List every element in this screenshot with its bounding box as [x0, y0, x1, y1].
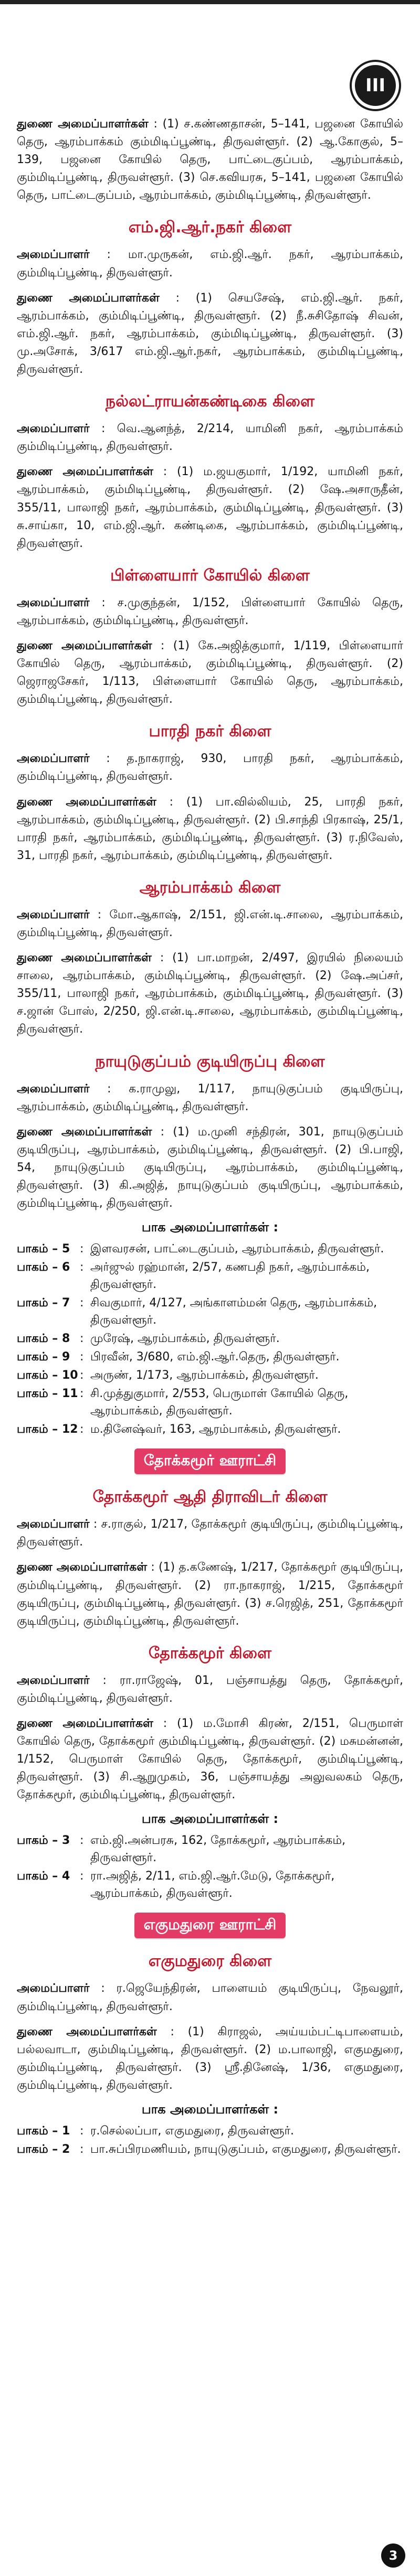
sub-organizers [17, 949, 403, 1038]
top-bar [0, 0, 420, 4]
label: அமைப்பாளர் [17, 1982, 90, 1995]
pagam-value: அர்ஜுல் ரஹ்மான், 2/57, கணபதி நகர், ஆரம்பாக்கம், திருவள்ளூர். [90, 1261, 370, 1292]
label: துணை அமைப்பாளர்கள் [17, 291, 160, 305]
value: : (1) ம.முனி சந்திரன், 301, நாயுடுகுப்பம் குடியிருப்பு, ஆரம்பாக்கம், கும்மிடிப்பூண்டி, திருவள்ளூர். (2) பி.பாஜி, 54, நாயுடுகுப்பம் குடியிருப்பு, ஆரம்பாக்கம், கும்மிடிப்பூண்டி, திருவள்ளூர். (3) கி.அஜித், நாயுடுகுப்பம் குடியிருப்பு, ஆரம்பாக்கம், கும்மிடிப்பூண்டி, திருவள்ளூர். [17, 1125, 403, 1210]
value: : த.நாகராஜ், 930, பாரதி நகர், ஆரம்பாக்கம், கும்மிடிப்பூண்டி, திருவள்ளூர். [17, 752, 403, 783]
pagam-label: பாகம் – 12 [17, 1423, 78, 1436]
organizer [17, 1516, 403, 1551]
pagam-heading: பாக அமைப்பாளர்கள் : [141, 1811, 279, 1827]
pagam-value: பா.சுப்பிரமணியம், நாயுடுகுப்பம், எகுமதுரை, திருவள்ளூர். [90, 2143, 401, 2156]
pagam-label: பாகம் – 1 [17, 2124, 70, 2138]
page-number-badge: 3 [381, 2543, 405, 2568]
label: துணை அமைப்பாளர்கள் [17, 1561, 148, 1574]
sub-organizers [17, 115, 403, 205]
pagam-row [17, 1385, 403, 1420]
organizer [17, 1980, 403, 2015]
pagam-label: பாகம் – 5 [17, 1242, 70, 1256]
content-column [0, 115, 420, 2162]
label: துணை அமைப்பாளர்கள் [17, 1716, 153, 1730]
label: துணை அமைப்பாளர்கள் [17, 1125, 152, 1139]
section-title: தோக்கமூர் கிளை [148, 1644, 272, 1662]
label: துணை அமைப்பாளர்கள் [17, 465, 153, 479]
organizer [17, 420, 403, 456]
label: அமைப்பாளர் [17, 752, 90, 766]
pagam-heading: பாக அமைப்பாளர்கள் : [141, 2102, 279, 2117]
pagam-row [17, 1348, 403, 1366]
pagam-row [17, 1330, 403, 1347]
label: அமைப்பாளர் [17, 1673, 90, 1687]
colon: : [80, 1296, 84, 1310]
colon: : [80, 1870, 84, 1883]
colon: : [80, 1332, 84, 1346]
colon: : [80, 2143, 84, 2156]
colon: : [80, 2124, 84, 2138]
pagam-label: பாகம் – 3 [17, 1834, 70, 1848]
pagam-label: பாகம் – 8 [17, 1332, 70, 1346]
label: அமைப்பாளர் [17, 908, 90, 921]
section-title: எம்.ஜி.ஆர்.நகர் கிளை [128, 218, 292, 237]
value: : மா.முருகன், எம்.ஜி.ஆர். நகர், ஆரம்பாக்கம், கும்மிடிப்பூண்டி, திருவள்ளூர். [17, 248, 403, 280]
organizer [17, 750, 403, 786]
value: : (1) ச.கண்ணதாசன், 5–141, பஜனை கோயில் தெரு, ஆரம்பாக்கம் கும்மிடிப்பூண்டி, திருவள்ளூர். (2) ஆ.கோகுல், 5–139, பஜனை கோயில் தெரு, பாட்டைகுப்பம், ஆரம்பாக்கம், கும்மிடிப்பூண்டி, திருவள்ளூர். (3) செ.கவியரசு, 5–141, பஜனை கோயில் தெரு, பாட்டைகுப்பம், ஆரம்பாக்கம், கும்மிடிப்பூண்டி, திருவள்ளூர். [17, 117, 403, 202]
pagam-row [17, 2122, 403, 2140]
sub-organizers [17, 637, 403, 709]
colon: : [80, 1369, 84, 1382]
value: : மோ.ஆகாஷ், 2/151, ஜி.என்.டி.சாலை, ஆரம்பாக்கம், கும்மிடிப்பூண்டி, திருவள்ளூர். [17, 908, 404, 939]
organizer [17, 1080, 403, 1116]
value: : ச.ராகுல், 1/217, தோக்கமூர் குடியிருப்பு, கும்மிடிப்பூண்டி, திருவள்ளூர். [17, 1518, 404, 1549]
colon: : [80, 1261, 84, 1274]
colon: : [80, 1423, 84, 1436]
section-title: நாயுடுகுப்பம் குடியிருப்பு கிளை [95, 1052, 325, 1071]
pagam-label: பாகம் – 6 [17, 1261, 70, 1274]
pagam-value: பிரவீன், 3/680, எம்.ஜி.ஆர்.தெரு, திருவள்ளூர். [90, 1350, 340, 1364]
pagam-value: அருண், 1/173, ஆரம்பாக்கம், திருவள்ளூர். [90, 1369, 319, 1382]
section-title: நல்லட்ராயன்கண்டிகை கிளை [105, 392, 315, 411]
sub-organizers [17, 2023, 403, 2095]
label: துணை அமைப்பாளர்கள் [17, 639, 152, 652]
pagam-value: எம்.ஜி.அன்பரசு, 162, தோக்கமூர், ஆரம்பாக்கம், திருவள்ளூர். [90, 1834, 346, 1865]
pagam-row [17, 1867, 403, 1902]
value: : வெ.ஆனந்த், 2/214, யாமினி நகர், ஆரம்பாக்கம் கும்மிடிப்பூண்டி, திருவள்ளூர். [17, 422, 403, 454]
organizer [17, 1672, 403, 1708]
panchayat-banner: எகுமதுரை ஊராட்சி [134, 1913, 286, 1938]
sub-organizers [17, 1123, 403, 1212]
pagam-label: பாகம் – 2 [17, 2143, 70, 2156]
value: : ரா.ராஜேஷ், 01, பஞ்சாயத்து தெரு, தோக்கமூர், கும்மிடிப்பூண்டி, திருவள்ளூர். [17, 1673, 403, 1705]
pagam-row [17, 1294, 403, 1329]
value: : (1) பா.வில்லியம், 25, பாரதி நகர், ஆரம்பாக்கம், கும்மிடிப்பூண்டி, திருவள்ளூர். (2) பி.சாந்தி பிரகாஷ், 25/1, பாரதி நகர், ஆரம்பாக்கம், கும்மிடிப்பூண்டி, திருவள்ளூர். (3) ர.நிவேஸ், 31, பாரதி நகர், ஆரம்பாக்கம், கும்மிடிப்பூண்டி, திருவள்ளூர். [17, 795, 403, 862]
pagam-heading: பாக அமைப்பாளர்கள் : [141, 1220, 279, 1235]
pagam-value: சி.முத்துகுமார், 2/553, பெருமாள் கோயில் தெரு, ஆரம்பாக்கம், திருவள்ளூர். [90, 1387, 349, 1418]
value: : (1) கிராஜல், அய்யம்பட்டிபாளையம், பல்லவாடா, கும்மிடிப்பூண்டி, திருவள்ளூர். (2) ம.பாலாஜி, எகுமதுரை, கும்மிடிப்பூண்டி, திருவள்ளூர். (3) ஸ்ரீ.தினேஷ், 1/36, எகுமதுரை, கும்மிடிப்பூண்டி, திருவள்ளூர். [17, 2025, 404, 2092]
pagam-row [17, 1367, 403, 1384]
section-title: பாரதி நகர் கிளை [149, 722, 271, 741]
label: துணை அமைப்பாளர்கள் [17, 795, 156, 809]
value: : (1) ம.ஜயகுமார், 1/192, யாமினி நகர், ஆரம்பாக்கம், கும்மிடிப்பூண்டி, திருவள்ளூர். (2) ஷே.அசாருதீன், 355/11, பாலாஜி நகர், ஆரம்பாக்கம், கும்மிடிப்பூண்டி, திருவள்ளூர். (3) சு.சாய்கா, 10, எம்.ஜி.ஆர். கண்டிகை, ஆரம்பாக்கம், கும்மிடிப்பூண்டி, திருவள்ளூர். [17, 465, 403, 550]
colon: : [80, 1834, 84, 1848]
label: துணை அமைப்பாளர்கள் [17, 951, 152, 965]
sub-organizers [17, 289, 403, 379]
section-number-badge: III [352, 62, 399, 109]
value: : (1) த.கணேஷ், 1/217, தோக்கமூர் குடியிருப்பு, கும்மிடிப்பூண்டி, திருவள்ளூர். (2) ரா.நாகராஜ், 1/215, தோக்கமூர் குடியிருப்பு, கும்மிடிப்பூண்டி, திருவள்ளூர். (3) ச.ரெஜித், 251, தோக்கமூர் குடியிருப்பு, கும்மிடிப்பூண்டி, திருவள்ளூர். [17, 1561, 403, 1628]
pagam-list [17, 1832, 403, 1902]
sub-organizers [17, 463, 403, 552]
pagam-label: பாகம் – 11 [17, 1387, 78, 1401]
pagam-value: முரேஷ், ஆரம்பாக்கம், திருவள்ளூர். [90, 1332, 280, 1346]
panchayat-banner-wrap [17, 1448, 403, 1474]
organizer [17, 246, 403, 282]
label: துணை அமைப்பாளர்கள் [17, 117, 149, 131]
pagam-label: பாகம் – 4 [17, 1870, 70, 1883]
value: : க.ராமுலு, 1/117, நாயுடுகுப்பம் குடியிருப்பு, ஆரம்பாக்கம், கும்மிடிப்பூண்டி, திருவள்ளூர். [17, 1082, 403, 1113]
organizer [17, 594, 403, 630]
section-title: பிள்ளையார் கோயில் கிளை [110, 566, 310, 585]
value: : (1) ம.மோசி கிரண், 2/151, பெருமாள் கோயில் தெரு, தோக்கமூர் கும்மிடிப்பூண்டி, திருவள்ளூர். (2) மசுமன்னன், 1/152, பெருமாள் கோயில் தெரு, தோக்கமூர், கும்மிடிப்பூண்டி, திருவள்ளூர். (3) சி.ஆறுமுகம், 36, பஞ்சாயத்து அலுவலகம் தெரு, தோக்கமூர், கும்மிடிப்பூண்டி, திருவள்ளூர். [17, 1716, 404, 1802]
pagam-label: பாகம் – 7 [17, 1296, 70, 1310]
pagam-list [17, 1240, 403, 1438]
label: அமைப்பாளர் [17, 1518, 90, 1531]
label: அமைப்பாளர் [17, 596, 90, 609]
sub-organizers [17, 1715, 403, 1804]
colon: : [80, 1387, 84, 1401]
pagam-row [17, 2141, 403, 2158]
label: அமைப்பாளர் [17, 422, 90, 436]
sub-organizers [17, 793, 403, 865]
sub-organizers [17, 1559, 403, 1630]
value: : ச.முகுந்தன், 1/152, பிள்ளையார் கோயில் தெரு, ஆரம்பாக்கம், கும்மிடிப்பூண்டி, திருவள்ளூர். [17, 596, 404, 627]
section-title: எகுமதுரை கிளை [148, 1952, 272, 1971]
pagam-row [17, 1259, 403, 1293]
pagam-label: பாகம் – 9 [17, 1350, 70, 1364]
value: : ர.ஜெயேந்திரன், பாளையம் குடியிருப்பு, நேவலூர், கும்மிடிப்பூண்டி, திருவள்ளூர். [17, 1982, 403, 2013]
colon: : [80, 1242, 84, 1256]
pagam-list [17, 2122, 403, 2158]
pagam-value: ர.செல்லப்பா, எகுமதுரை, திருவள்ளூர். [90, 2124, 295, 2138]
pagam-value: ம.தினேஷ்வர், 163, ஆரம்பாக்கம், திருவள்ளூர். [90, 1423, 341, 1436]
pagam-value: ரா.அஜித், 2/11, எம்.ஜி.ஆர்.மேடு, தோக்கமூர், ஆரம்பாக்கம், திருவள்ளூர். [90, 1870, 335, 1901]
pagam-value: இளவரசன், பாட்டைகுப்பம், ஆரம்பாக்கம், திருவள்ளூர். [90, 1242, 384, 1256]
colon: : [80, 1350, 84, 1364]
pagam-row [17, 1832, 403, 1866]
pagam-value: சிவகுமார், 4/127, அங்காளம்மன் தெரு, ஆரம்பாக்கம், திருவள்ளூர். [90, 1296, 377, 1327]
section-title: தோக்கமூர் ஆதி திராவிடர் கிளை [92, 1488, 328, 1507]
label: அமைப்பாளர் [17, 1082, 90, 1096]
panchayat-banner-wrap [17, 1913, 403, 1938]
value: : (1) செயசேஷ், எம்.ஜி.ஆர். நகர், ஆரம்பாக்கம், கும்மிடிப்பூண்டி, திருவள்ளூர். (2) நீ.சுசிதோஷ் சிவன், எம்.ஜி.ஆர். நகர், ஆரம்பாக்கம், கும்மிடிப்பூண்டி, திருவள்ளூர். (3) மு.அசோக், 3/617 எம்.ஜி.ஆர்.நகர், ஆரம்பாக்கம், கும்மிடிப்பூண்டி, திருவள்ளூர். [17, 291, 403, 377]
value: : (1) பா.மாறன், 2/497, இரயில் நிலையம் சாலை, ஆரம்பாக்கம், கும்மிடிப்பூண்டி, திருவள்ளூர். (2) ஷே.அப்சர், 355/11, பாலாஜி நகர், ஆரம்பாக்கம், கும்மிடிப்பூண்டி, திருவள்ளூர். (3) ச.ஜான் போஸ், 2/250, ஜி.என்.டி.சாலை, ஆரம்பாக்கம், கும்மிடிப்பூண்டி, திருவள்ளூர். [17, 951, 404, 1036]
label: துணை அமைப்பாளர்கள் [17, 2025, 157, 2038]
pagam-row [17, 1240, 403, 1258]
section-title: ஆரம்பாக்கம் கிளை [139, 878, 281, 897]
organizer [17, 906, 403, 942]
panchayat-banner: தோக்கமூர் ஊராட்சி [134, 1448, 286, 1474]
pagam-row [17, 1421, 403, 1438]
value: : (1) கே.அஜித்குமார், 1/119, பிள்ளையார் கோயில் தெரு, ஆரம்பாக்கம், கும்மிடிப்பூண்டி, திருவள்ளூர். (2) ஜெராஜசேகர், 1/113, பிள்ளையார் கோயில் தெரு, ஆரம்பாக்கம், கும்மிடிப்பூண்டி, திருவள்ளூர். [17, 639, 403, 706]
label: அமைப்பாளர் [17, 248, 90, 262]
pagam-label: பாகம் – 10 [17, 1369, 78, 1382]
